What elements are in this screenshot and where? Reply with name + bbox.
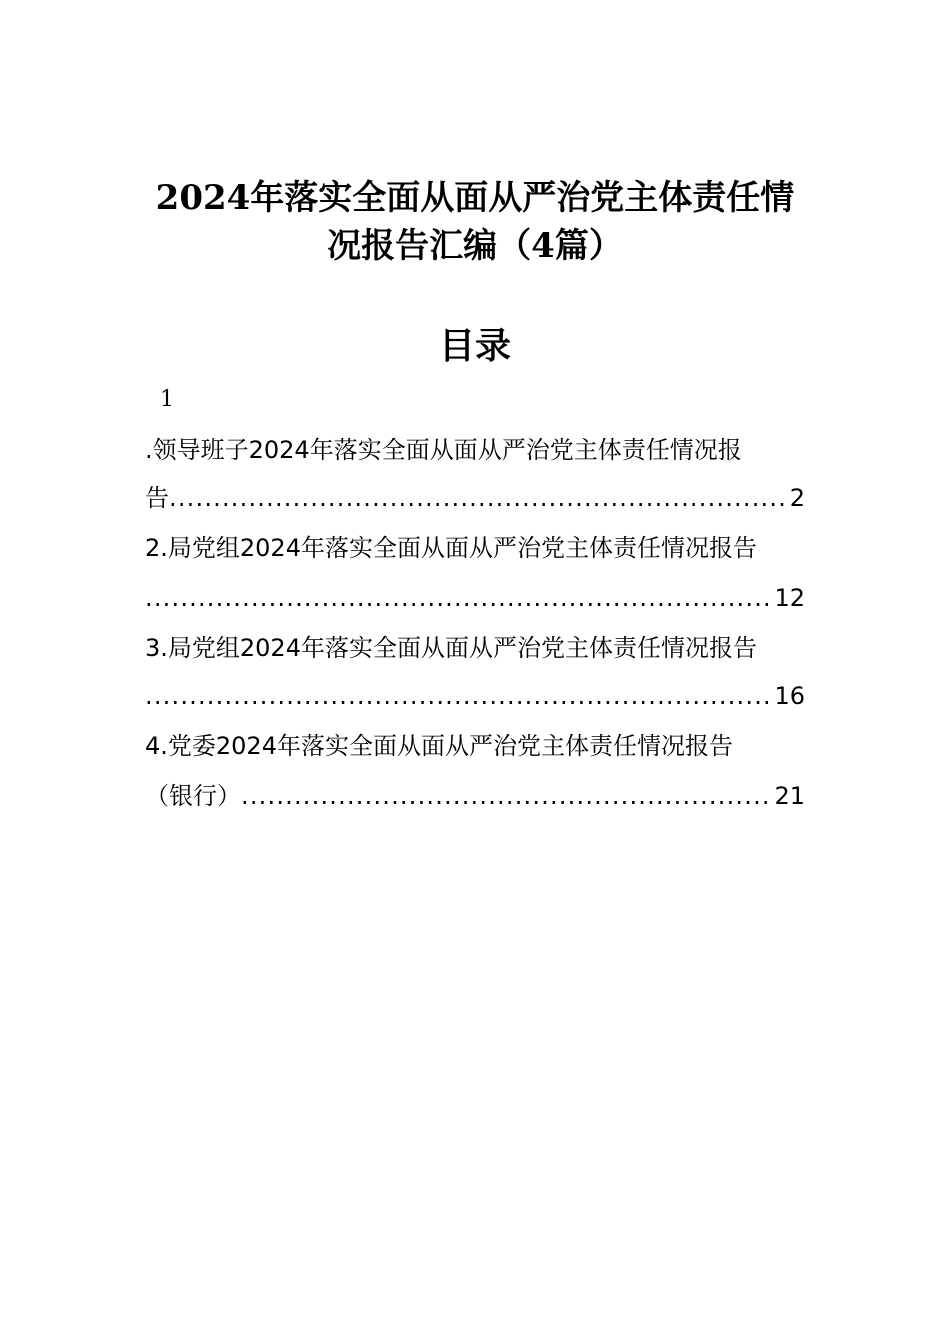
toc-entry-4-page-number: 21 <box>774 782 805 810</box>
toc-entry-2-leader[interactable] <box>145 578 805 618</box>
toc-heading: 目录 <box>438 325 511 367</box>
toc-entry-1-title-continued: 告 <box>145 484 169 512</box>
toc-entry-4-title[interactable] <box>145 726 805 766</box>
toc-stray-number: 1 <box>160 387 174 412</box>
toc-entry-3-dot-leader <box>145 676 772 716</box>
document-title-line-2: 况报告汇编（4篇） <box>327 226 623 266</box>
toc-entry-1-page-number: 2 <box>789 484 805 512</box>
toc-entry-2-title[interactable] <box>145 528 805 568</box>
toc-entry-1-title[interactable] <box>145 430 805 470</box>
toc-entry-3-title[interactable] <box>145 628 805 668</box>
toc-entry-4-title-text: 4.党委2024年落实全面从面从严治党主体责任情况报告 <box>145 732 733 760</box>
toc-entry-1-dot-leader <box>169 478 788 518</box>
toc-entry-1-title-text: .领导班子2024年落实全面从面从严治党主体责任情况报 <box>145 436 742 464</box>
toc-entry-2-title-text: 2.局党组2024年落实全面从面从严治党主体责任情况报告 <box>145 534 757 562</box>
toc-entry-2-page-number: 12 <box>774 584 805 612</box>
toc-entry-1-leader[interactable] <box>145 478 805 518</box>
toc-entry-4-dot-leader <box>241 776 772 816</box>
toc-entry-3-title-text: 3.局党组2024年落实全面从面从严治党主体责任情况报告 <box>145 634 757 662</box>
toc-entry-4-leader[interactable] <box>145 776 805 816</box>
toc-entry-3-leader[interactable] <box>145 676 805 716</box>
toc-entry-4-title-continued: （银行） <box>145 782 241 810</box>
document-title-line-1: 2024年落实全面从面从严治党主体责任情 <box>155 178 795 218</box>
toc-entry-2-dot-leader <box>145 578 772 618</box>
toc-entry-3-page-number: 16 <box>774 682 805 710</box>
